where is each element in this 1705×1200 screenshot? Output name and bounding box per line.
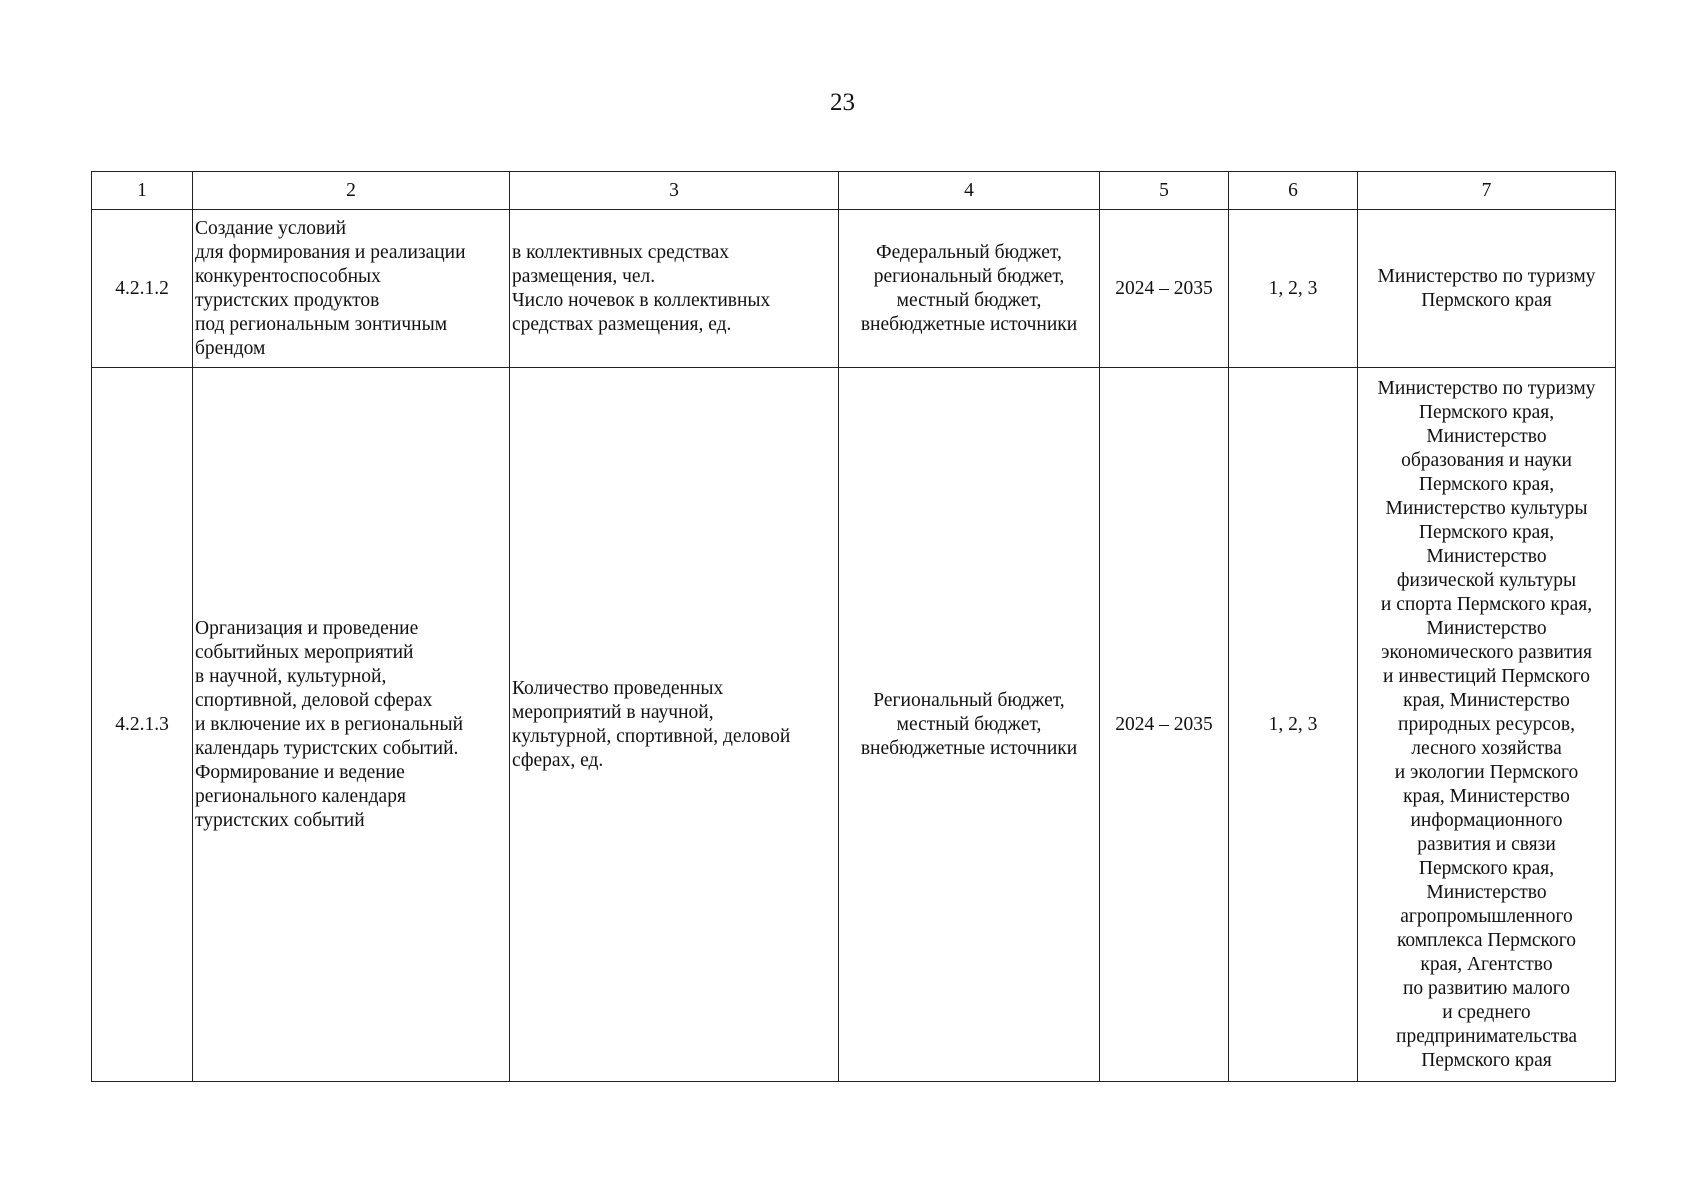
row-id-cell: 4.2.1.3	[92, 368, 193, 1082]
measures-table	[91, 171, 1616, 1082]
period-cell: 2024 – 2035	[1100, 368, 1229, 1082]
stages-cell: 1, 2, 3	[1229, 210, 1358, 368]
header-cell: 5	[1100, 172, 1229, 210]
row-id-cell: 4.2.1.2	[92, 210, 193, 368]
header-cell: 1	[92, 172, 193, 210]
executor-cell: Министерство по туризму Пермского края	[1358, 210, 1616, 368]
funding-cell: Федеральный бюджет, региональный бюджет, местный бюджет, внебюджетные источники	[839, 210, 1100, 368]
period-cell: 2024 – 2035	[1100, 210, 1229, 368]
funding-cell: Региональный бюджет, местный бюджет, внебюджетные источники	[839, 368, 1100, 1082]
activity-cell: Организация и проведение событийных мероприятий в научной, культурной, спортивной, деловой сферах и включение их в региональный календарь туристских событий. Формирование и ведение регионального календаря туристских событий	[193, 368, 510, 1082]
indicator-cell: в коллективных средствах размещения, чел. Число ночевок в коллективных средствах размещения, ед.	[510, 210, 839, 368]
header-cell: 4	[839, 172, 1100, 210]
page-number: 23	[830, 89, 855, 116]
table-row	[92, 210, 1616, 368]
header-cell: 6	[1229, 172, 1358, 210]
executor-cell: Министерство по туризму Пермского края, Министерство образования и науки Пермского края, Министерство культуры Пермского края, Министерство физической культуры и спорта Пермского края, Министерство экономического развития и инвестиций Пермского края, Министерство природных ресурсов, лесного хозяйства и экологии Пермского края, Министерство информационного развития и связи Пермского края, Министерство агропромышленного комплекса Пермского края, Агентство по развитию малого и среднего предпринимательства Пермского края	[1358, 368, 1616, 1082]
activity-cell: Создание условий для формирования и реализации конкурентоспособных туристских продуктов под региональным зонтичным брендом	[193, 210, 510, 368]
table-row	[92, 368, 1616, 1082]
header-cell: 7	[1358, 172, 1616, 210]
header-cell: 2	[193, 172, 510, 210]
stages-cell: 1, 2, 3	[1229, 368, 1358, 1082]
header-cell: 3	[510, 172, 839, 210]
indicator-cell: Количество проведенных мероприятий в научной, культурной, спортивной, деловой сферах, ед.	[510, 368, 839, 1082]
table-header-row	[92, 172, 1616, 210]
